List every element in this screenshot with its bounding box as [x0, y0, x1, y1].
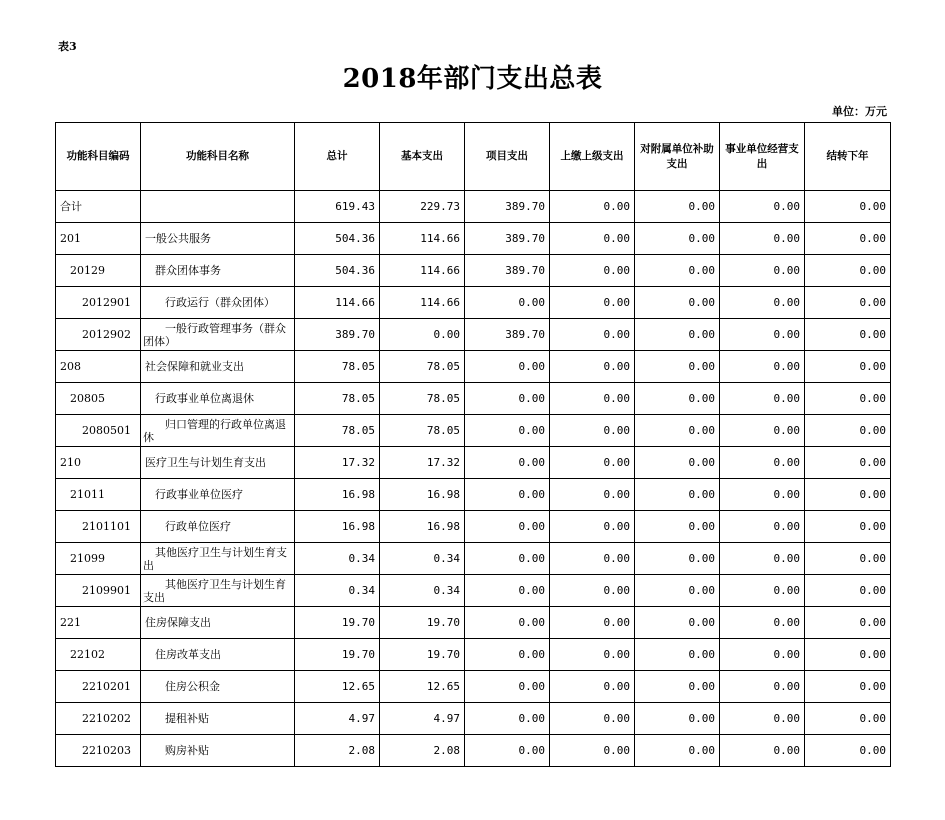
amount-cell: 0.00	[635, 415, 720, 447]
table-row	[56, 543, 891, 575]
amount-cell: 0.00	[635, 639, 720, 671]
column-header: 基本支出	[380, 123, 465, 191]
amount-cell: 19.70	[380, 607, 465, 639]
amount-cell: 0.00	[805, 287, 891, 319]
amount-cell: 17.32	[380, 447, 465, 479]
amount-cell: 0.00	[635, 511, 720, 543]
function-name-cell: 行政事业单位医疗	[141, 479, 295, 511]
amount-cell: 0.00	[805, 607, 891, 639]
amount-cell: 0.00	[635, 255, 720, 287]
amount-cell: 16.98	[295, 479, 380, 511]
table-row	[56, 191, 891, 223]
amount-cell: 78.05	[380, 415, 465, 447]
function-name-cell: 其他医疗卫生与计划生育支出	[141, 543, 295, 575]
amount-cell: 0.00	[465, 511, 550, 543]
amount-cell: 78.05	[380, 383, 465, 415]
amount-cell: 0.00	[805, 447, 891, 479]
table-row	[56, 479, 891, 511]
amount-cell: 389.70	[465, 319, 550, 351]
function-name-cell: 归口管理的行政单位离退休	[141, 415, 295, 447]
amount-cell: 0.00	[635, 223, 720, 255]
amount-cell: 114.66	[380, 287, 465, 319]
function-name-cell	[141, 191, 295, 223]
function-code-cell: 208	[56, 351, 141, 383]
column-header: 对附属单位补助支出	[635, 123, 720, 191]
amount-cell: 0.00	[465, 575, 550, 607]
function-code-cell: 22102	[56, 639, 141, 671]
function-code-cell: 21099	[56, 543, 141, 575]
unit-label: 单位：万元	[832, 105, 887, 118]
amount-cell: 0.00	[720, 191, 805, 223]
amount-cell: 0.00	[550, 511, 635, 543]
function-code-cell: 21011	[56, 479, 141, 511]
amount-cell: 389.70	[465, 191, 550, 223]
amount-cell: 0.00	[805, 383, 891, 415]
amount-cell: 0.00	[805, 639, 891, 671]
column-header: 事业单位经营支出	[720, 123, 805, 191]
amount-cell: 19.70	[295, 639, 380, 671]
function-code-cell: 2012902	[56, 319, 141, 351]
amount-cell: 0.00	[805, 255, 891, 287]
amount-cell: 0.00	[805, 735, 891, 767]
table-row	[56, 223, 891, 255]
amount-cell: 0.00	[550, 415, 635, 447]
table-row	[56, 287, 891, 319]
amount-cell: 0.00	[805, 511, 891, 543]
column-header: 功能科目编码	[56, 123, 141, 191]
amount-cell: 0.34	[380, 543, 465, 575]
amount-cell: 389.70	[465, 255, 550, 287]
amount-cell: 0.00	[805, 415, 891, 447]
amount-cell: 0.00	[465, 703, 550, 735]
function-name-cell: 医疗卫生与计划生育支出	[141, 447, 295, 479]
amount-cell: 0.00	[465, 671, 550, 703]
amount-cell: 0.00	[465, 479, 550, 511]
amount-cell: 0.00	[635, 703, 720, 735]
amount-cell: 0.00	[465, 735, 550, 767]
amount-cell: 78.05	[295, 351, 380, 383]
function-code-cell: 2012901	[56, 287, 141, 319]
amount-cell: 0.00	[635, 447, 720, 479]
amount-cell: 0.00	[805, 671, 891, 703]
function-name-cell: 住房公积金	[141, 671, 295, 703]
table-row	[56, 575, 891, 607]
amount-cell: 0.00	[720, 287, 805, 319]
amount-cell: 389.70	[295, 319, 380, 351]
column-header: 功能科目名称	[141, 123, 295, 191]
amount-cell: 2.08	[380, 735, 465, 767]
function-name-cell: 社会保障和就业支出	[141, 351, 295, 383]
amount-cell: 0.00	[720, 351, 805, 383]
amount-cell: 229.73	[380, 191, 465, 223]
function-name-cell: 住房保障支出	[141, 607, 295, 639]
amount-cell: 0.00	[635, 671, 720, 703]
page-title: 2018年部门支出总表	[342, 64, 603, 94]
function-code-cell: 20805	[56, 383, 141, 415]
amount-cell: 0.00	[635, 383, 720, 415]
column-header: 结转下年	[805, 123, 891, 191]
function-code-cell: 210	[56, 447, 141, 479]
amount-cell: 0.00	[720, 575, 805, 607]
function-code-cell: 2210201	[56, 671, 141, 703]
function-code-cell: 2210202	[56, 703, 141, 735]
table-row	[56, 607, 891, 639]
amount-cell: 0.00	[720, 543, 805, 575]
amount-cell: 0.00	[720, 511, 805, 543]
amount-cell: 0.00	[805, 351, 891, 383]
table-number: 表3	[58, 40, 77, 53]
amount-cell: 0.00	[550, 383, 635, 415]
amount-cell: 17.32	[295, 447, 380, 479]
amount-cell: 0.00	[380, 319, 465, 351]
table-row	[56, 735, 891, 767]
amount-cell: 0.00	[635, 479, 720, 511]
amount-cell: 0.34	[295, 543, 380, 575]
amount-cell: 0.00	[720, 479, 805, 511]
column-header: 总计	[295, 123, 380, 191]
amount-cell: 0.00	[465, 607, 550, 639]
function-code-cell: 20129	[56, 255, 141, 287]
amount-cell: 0.00	[805, 319, 891, 351]
amount-cell: 0.00	[805, 479, 891, 511]
amount-cell: 0.00	[550, 191, 635, 223]
function-name-cell: 其他医疗卫生与计划生育支出	[141, 575, 295, 607]
amount-cell: 0.00	[465, 287, 550, 319]
amount-cell: 0.00	[720, 703, 805, 735]
function-code-cell: 221	[56, 607, 141, 639]
amount-cell: 78.05	[295, 383, 380, 415]
table-row	[56, 319, 891, 351]
amount-cell: 0.00	[550, 735, 635, 767]
table-row	[56, 703, 891, 735]
amount-cell: 16.98	[295, 511, 380, 543]
amount-cell: 4.97	[380, 703, 465, 735]
amount-cell: 0.00	[550, 255, 635, 287]
amount-cell: 0.34	[295, 575, 380, 607]
amount-cell: 0.00	[465, 415, 550, 447]
amount-cell: 504.36	[295, 255, 380, 287]
amount-cell: 0.00	[720, 671, 805, 703]
amount-cell: 19.70	[380, 639, 465, 671]
amount-cell: 0.00	[720, 415, 805, 447]
function-name-cell: 行政运行（群众团体）	[141, 287, 295, 319]
table-row	[56, 671, 891, 703]
amount-cell: 0.00	[550, 671, 635, 703]
function-code-cell: 2210203	[56, 735, 141, 767]
amount-cell: 389.70	[465, 223, 550, 255]
amount-cell: 0.00	[720, 255, 805, 287]
amount-cell: 0.00	[720, 607, 805, 639]
column-header: 项目支出	[465, 123, 550, 191]
amount-cell: 0.00	[550, 639, 635, 671]
function-name-cell: 一般公共服务	[141, 223, 295, 255]
amount-cell: 16.98	[380, 479, 465, 511]
amount-cell: 0.00	[805, 543, 891, 575]
amount-cell: 4.97	[295, 703, 380, 735]
amount-cell: 0.00	[635, 319, 720, 351]
table-row	[56, 511, 891, 543]
column-header: 上缴上级支出	[550, 123, 635, 191]
amount-cell: 0.00	[550, 223, 635, 255]
amount-cell: 0.00	[805, 223, 891, 255]
amount-cell: 0.00	[550, 607, 635, 639]
amount-cell: 12.65	[295, 671, 380, 703]
function-code-cell: 201	[56, 223, 141, 255]
amount-cell: 0.00	[635, 543, 720, 575]
table-body	[56, 191, 891, 767]
function-name-cell: 购房补贴	[141, 735, 295, 767]
function-code-cell: 合计	[56, 191, 141, 223]
amount-cell: 114.66	[380, 223, 465, 255]
amount-cell: 78.05	[380, 351, 465, 383]
amount-cell: 0.00	[465, 447, 550, 479]
amount-cell: 0.00	[720, 735, 805, 767]
amount-cell: 0.00	[465, 383, 550, 415]
table-header-row	[56, 123, 891, 191]
function-name-cell: 提租补贴	[141, 703, 295, 735]
amount-cell: 0.00	[635, 287, 720, 319]
amount-cell: 0.00	[805, 703, 891, 735]
amount-cell: 0.00	[550, 479, 635, 511]
function-name-cell: 行政事业单位离退休	[141, 383, 295, 415]
amount-cell: 0.00	[635, 191, 720, 223]
function-name-cell: 住房改革支出	[141, 639, 295, 671]
amount-cell: 0.00	[550, 575, 635, 607]
function-code-cell: 2101101	[56, 511, 141, 543]
amount-cell: 78.05	[295, 415, 380, 447]
amount-cell: 12.65	[380, 671, 465, 703]
function-name-cell: 一般行政管理事务（群众团体）	[141, 319, 295, 351]
table-row	[56, 639, 891, 671]
amount-cell: 2.08	[295, 735, 380, 767]
amount-cell: 0.00	[550, 351, 635, 383]
amount-cell: 16.98	[380, 511, 465, 543]
amount-cell: 114.66	[295, 287, 380, 319]
table-row	[56, 351, 891, 383]
amount-cell: 0.00	[635, 351, 720, 383]
amount-cell: 0.34	[380, 575, 465, 607]
table-row	[56, 415, 891, 447]
amount-cell: 114.66	[380, 255, 465, 287]
amount-cell: 504.36	[295, 223, 380, 255]
amount-cell: 0.00	[720, 319, 805, 351]
amount-cell: 19.70	[295, 607, 380, 639]
amount-cell: 0.00	[805, 575, 891, 607]
amount-cell: 0.00	[720, 223, 805, 255]
expenditure-table	[55, 122, 891, 767]
table-row	[56, 255, 891, 287]
amount-cell: 0.00	[635, 575, 720, 607]
function-code-cell: 2080501	[56, 415, 141, 447]
amount-cell: 0.00	[635, 735, 720, 767]
amount-cell: 0.00	[465, 639, 550, 671]
amount-cell: 0.00	[550, 447, 635, 479]
function-code-cell: 2109901	[56, 575, 141, 607]
table-row	[56, 447, 891, 479]
amount-cell: 0.00	[720, 383, 805, 415]
amount-cell: 619.43	[295, 191, 380, 223]
amount-cell: 0.00	[805, 191, 891, 223]
amount-cell: 0.00	[550, 287, 635, 319]
function-name-cell: 行政单位医疗	[141, 511, 295, 543]
amount-cell: 0.00	[720, 447, 805, 479]
amount-cell: 0.00	[550, 543, 635, 575]
amount-cell: 0.00	[635, 607, 720, 639]
amount-cell: 0.00	[550, 703, 635, 735]
function-name-cell: 群众团体事务	[141, 255, 295, 287]
amount-cell: 0.00	[465, 543, 550, 575]
table-row	[56, 383, 891, 415]
amount-cell: 0.00	[550, 319, 635, 351]
amount-cell: 0.00	[465, 351, 550, 383]
amount-cell: 0.00	[720, 639, 805, 671]
